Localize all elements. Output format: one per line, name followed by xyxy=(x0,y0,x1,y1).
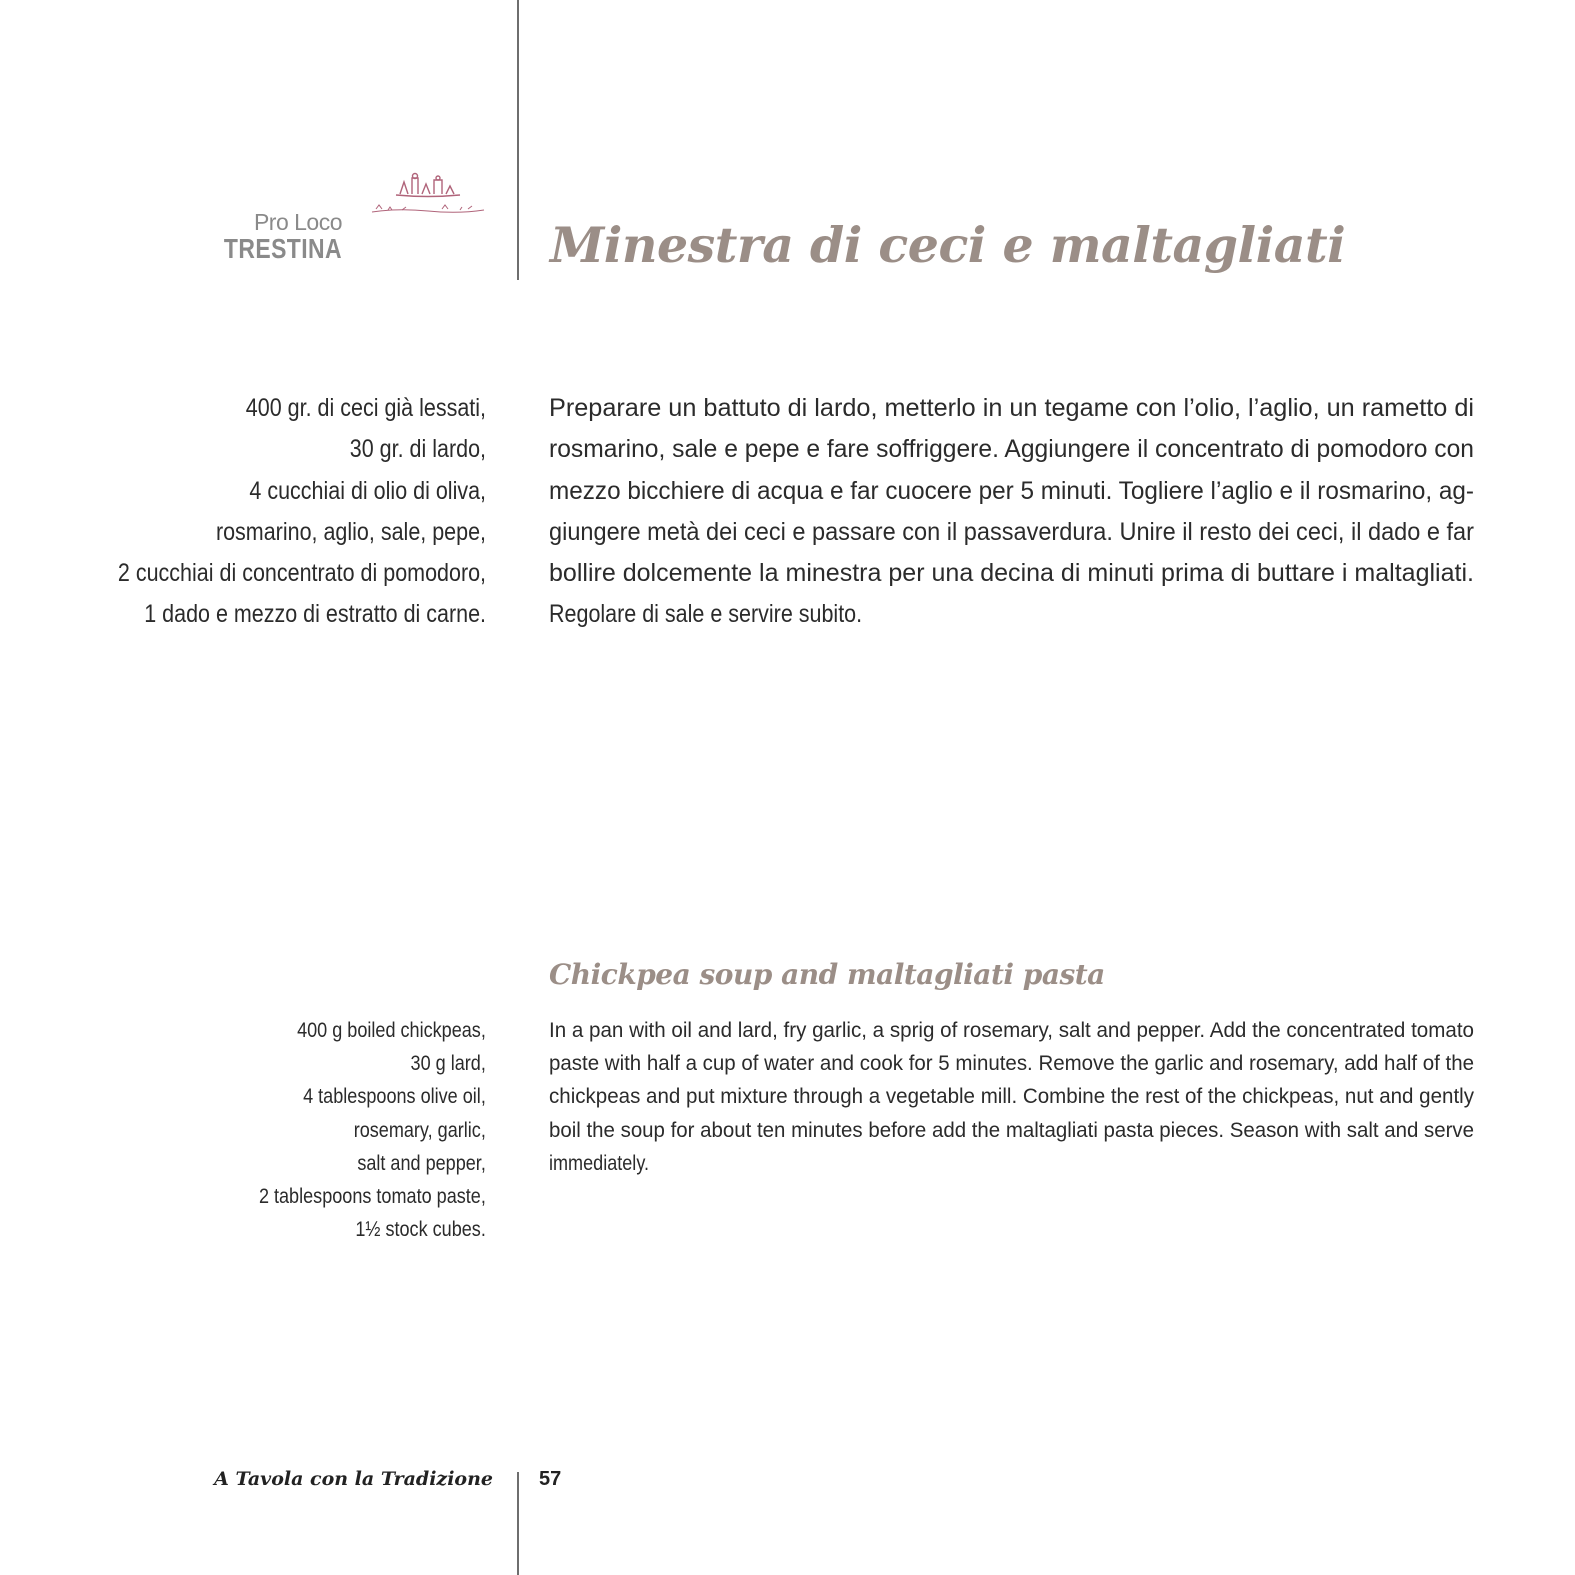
header-divider xyxy=(517,0,519,280)
instruction-line: rosmarino, sale e pepe e fare soffriggere. Aggiungere il concentrato di pomodoro con xyxy=(549,435,1474,464)
book-title: A Tavola con la Tradizione xyxy=(214,1468,493,1490)
instruction-line: Preparare un battuto di lardo, metterlo in un tegame con l’olio, l’aglio, un rametto di xyxy=(549,394,1474,422)
pro-loco-logo xyxy=(368,168,488,220)
ingredient-line: 2 tablespoons tomato paste, xyxy=(259,1185,486,1209)
pro-loco-name: TRESTINA xyxy=(223,233,342,265)
instruction-line: mezzo bicchiere di acqua e far cuocere per 5 minuti. Togliere l’aglio e il rosmarino, ag- xyxy=(549,476,1474,505)
ingredient-line: 1 dado e mezzo di estratto di carne. xyxy=(144,600,486,629)
ingredient-line: 1½ stock cubes. xyxy=(355,1218,486,1242)
instruction-line: chickpeas and put mixture through a vegetable mill. Combine the rest of the chickpeas, nut and gently xyxy=(549,1085,1474,1109)
instruction-line: Regolare di sale e servire subito. xyxy=(549,600,863,629)
instructions-english xyxy=(549,1014,1474,1180)
ingredient-line: 30 g lard, xyxy=(410,1052,486,1076)
ingredient-line: 30 gr. di lardo, xyxy=(349,435,486,464)
ingredient-line: rosmarino, aglio, sale, pepe, xyxy=(215,517,486,546)
ingredient-line: 4 tablespoons olive oil, xyxy=(303,1085,486,1109)
ingredients-italian xyxy=(58,388,486,636)
ingredient-line: salt and pepper, xyxy=(357,1151,486,1175)
recipe-title-italian: Minestra di ceci e maltagliati xyxy=(550,216,1346,274)
ingredients-english xyxy=(222,1014,486,1246)
instruction-line: giungere metà dei ceci e passare con il passaverdura. Unire il resto dei ceci, il dado e far xyxy=(549,517,1474,546)
instruction-line: In a pan with oil and lard, fry garlic, a sprig of rosemary, salt and pepper. Add the concentrated tomato xyxy=(549,1019,1474,1042)
ingredient-line: 400 g boiled chickpeas, xyxy=(297,1019,486,1042)
instruction-line: immediately. xyxy=(549,1151,650,1175)
instructions-italian xyxy=(549,388,1474,636)
page-number: 57 xyxy=(539,1468,562,1490)
ingredient-line: rosemary, garlic, xyxy=(353,1118,486,1142)
instruction-line: boil the soup for about ten minutes before add the maltagliati pasta pieces. Season with salt and serve xyxy=(549,1118,1474,1142)
ingredient-line: 400 gr. di ceci già lessati, xyxy=(245,394,486,422)
ingredient-line: 2 cucchiai di concentrato di pomodoro, xyxy=(117,559,486,588)
instruction-line: paste with half a cup of water and cook for 5 minutes. Remove the garlic and rosemary, add half of the xyxy=(549,1052,1474,1076)
recipe-title-english: Chickpea soup and maltagliati pasta xyxy=(549,958,1105,991)
ingredient-line: 4 cucchiai di olio di oliva, xyxy=(249,476,486,505)
pro-loco-label xyxy=(198,210,342,264)
pro-loco-small-text: Pro Loco xyxy=(253,209,342,235)
footer-divider xyxy=(517,1472,519,1575)
instruction-line: bollire dolcemente la minestra per una decina di minuti prima di buttare i maltagliati. xyxy=(549,559,1474,588)
